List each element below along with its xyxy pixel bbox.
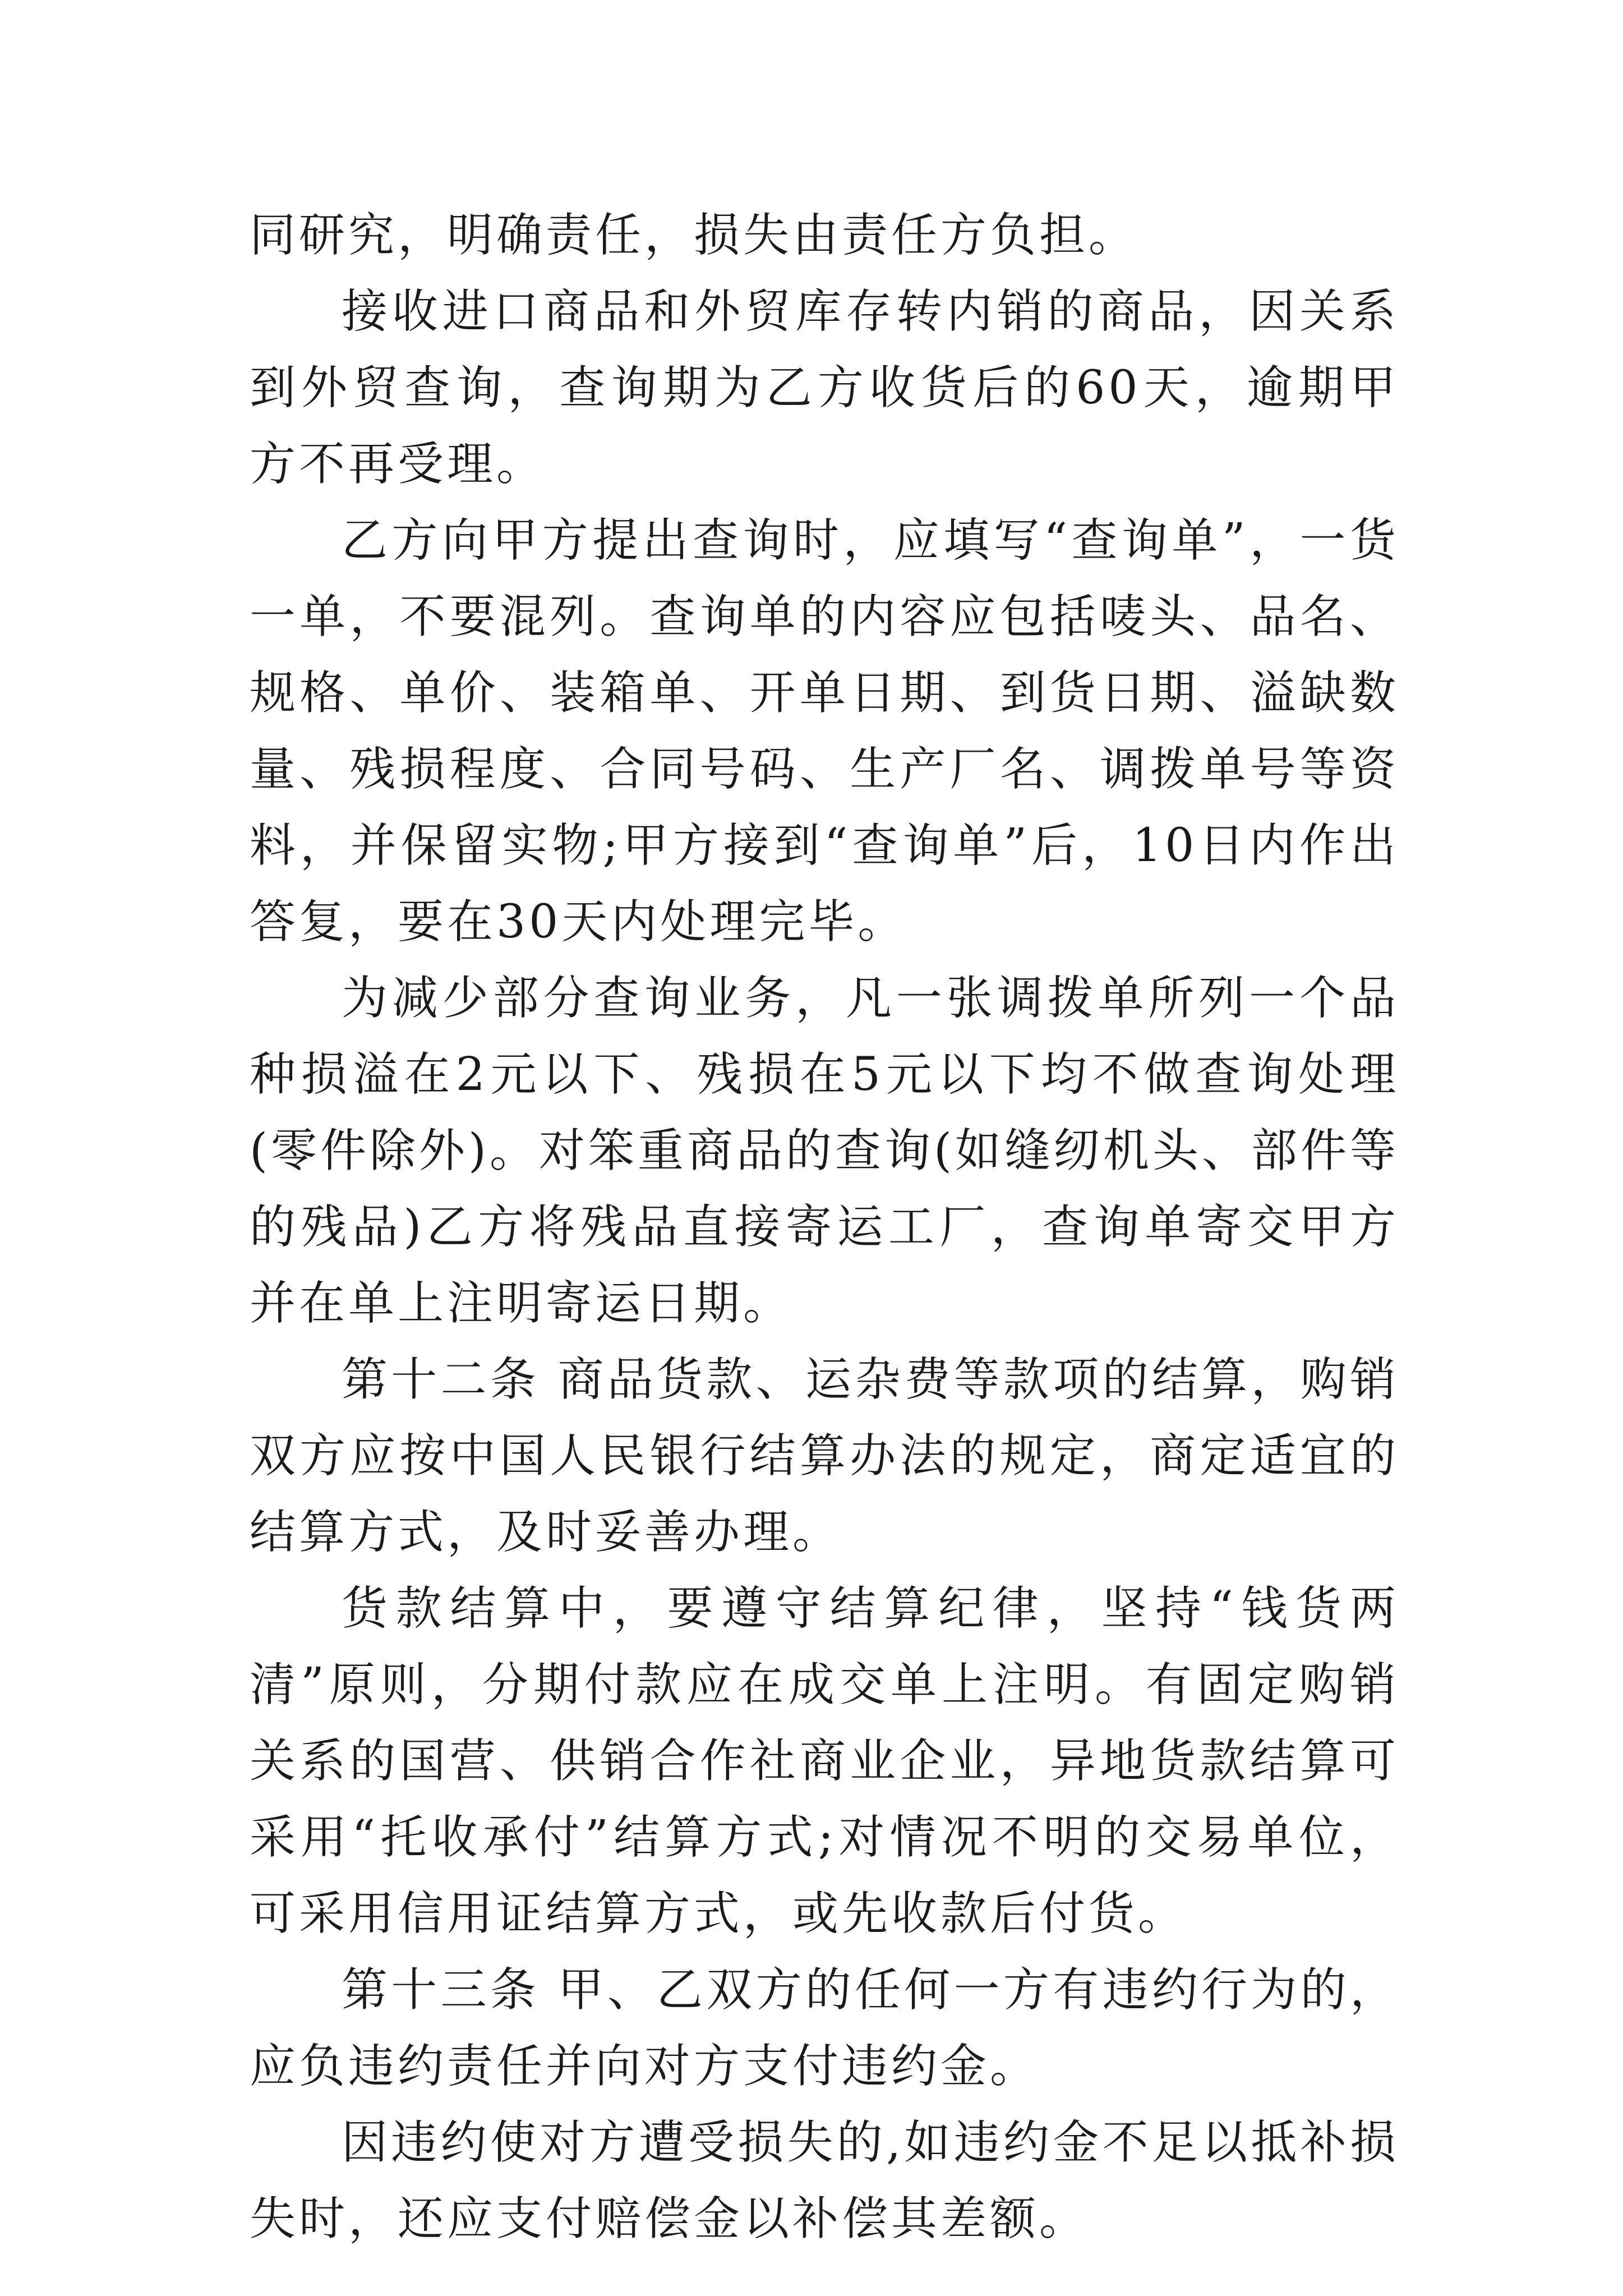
paragraph-continuation: 同研究，明确责任，损失由责任方负担。: [250, 209, 1138, 262]
document-body: [250, 197, 1399, 2257]
paragraph-compensation: 因违约使对方遭受损失的,如违约金不足以抵补损失时，还应支付赔偿金以补偿其差额。: [250, 2116, 1399, 2246]
paragraph-inquiry-form: 乙方向甲方提出查询时，应填写“查询单”，一货一单，不要混列。查询单的内容应包括唛头、品名、规格、单价、装箱单、开单日期、到货日期、溢缺数量、残损程度、合同号码、生产厂名、调拨单号等资料，并保留实物;甲方接到“查询单”后，10日内作出答复，要在30天内处理完毕。: [250, 514, 1399, 949]
paragraph-article-13: 第十三条 甲、乙双方的任何一方有违约行为的，应负违约责任并向对方支付违约金。: [250, 1963, 1399, 2093]
paragraph-reduce-inquiry: 为减少部分查询业务，凡一张调拨单所列一个品种损溢在2元以下、残损在5元以下均不做查询处理(零件除外)。对笨重商品的查询(如缝纫机头、部件等的残品)乙方将残品直接寄运工厂，查询单寄交甲方并在单上注明寄运日期。: [250, 972, 1399, 1330]
paragraph-import-inquiry: 接收进口商品和外贸库存转内销的商品，因关系到外贸查询，查询期为乙方收货后的60天，逾期甲方不再受理。: [250, 285, 1399, 491]
paragraph-article-12: 第十二条 商品货款、运杂费等款项的结算，购销双方应按中国人民银行结算办法的规定，商定适宜的结算方式，及时妥善办理。: [250, 1353, 1399, 1559]
paragraph-payment-settlement: 货款结算中，要遵守结算纪律，坚持“钱货两清”原则，分期付款应在成交单上注明。有固定购销关系的国营、供销合作社商业企业，异地货款结算可采用“托收承付”结算方式;对情况不明的交易单位，可采用信用证结算方式，或先收款后付货。: [250, 1582, 1399, 1940]
